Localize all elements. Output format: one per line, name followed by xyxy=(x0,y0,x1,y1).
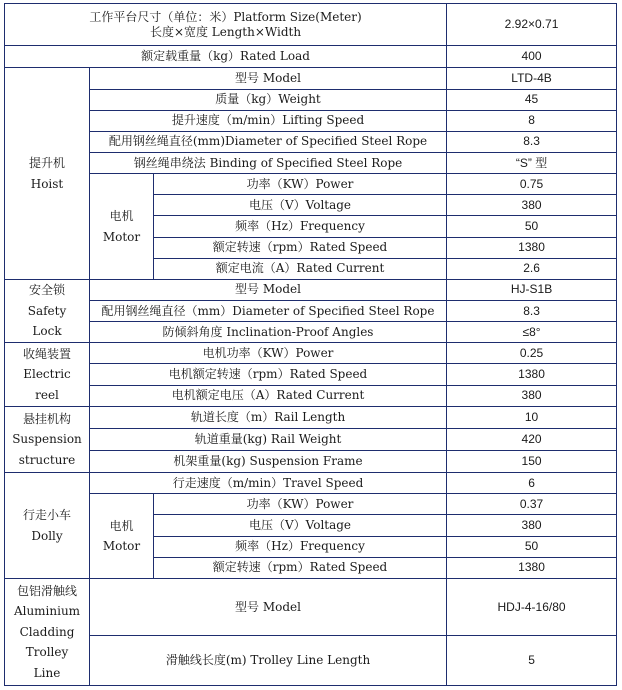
hoist-motor-frequency-label: 频率（Hz）Frequency xyxy=(154,216,447,237)
table-row xyxy=(5,301,617,322)
table-row xyxy=(5,578,617,635)
electric-reel-rated-current-label: 电机额定电压（A）Rated Current xyxy=(90,385,447,406)
dolly-travel-speed-label: 行走速度（m/min）Travel Speed xyxy=(90,473,447,494)
platform-size-label xyxy=(5,4,447,46)
hoist-rope-diameter-label: 配用钢丝绳直径(mm)Diameter of Specified Steel Rope xyxy=(90,131,447,152)
trolley-model-value: HDJ-4-16/80 xyxy=(447,578,617,635)
safety-lock-rope-diameter-label: 配用钢丝绳直径（mm）Diameter of Specified Steel Rope xyxy=(90,301,447,322)
hoist-group-label xyxy=(5,68,90,279)
hoist-lifting-speed-value: 8 xyxy=(447,110,617,131)
hoist-rope-binding-value: “S” 型 xyxy=(447,153,617,174)
dolly-motor-group-label xyxy=(90,494,154,579)
hoist-motor-rated-current-label: 额定电流（A）Rated Current xyxy=(154,258,447,279)
safety-lock-group-en-2: Lock xyxy=(32,324,62,339)
dolly-group-en: Dolly xyxy=(31,528,63,543)
hoist-motor-group-cn: 电机 xyxy=(109,209,134,223)
suspension-group-cn: 悬挂机构 xyxy=(22,411,71,426)
electric-reel-rated-speed-label: 电机额定转速（rpm）Rated Speed xyxy=(90,364,447,385)
spec-table xyxy=(4,3,617,686)
suspension-group-en-1: Suspension xyxy=(12,432,82,447)
suspension-rail-weight-value: 420 xyxy=(447,428,617,450)
safety-lock-group-label xyxy=(5,279,90,342)
dolly-motor-rated-speed-label: 额定转速（rpm）Rated Speed xyxy=(154,557,447,578)
hoist-motor-rated-current-value: 2.6 xyxy=(447,258,617,279)
trolley-group-en-3: Trolley xyxy=(25,645,69,660)
rated-load-label: 额定载重量（kg）Rated Load xyxy=(5,46,447,68)
platform-size-label-line1: 工作平台尺寸（单位：米）Platform Size(Meter) xyxy=(89,9,362,24)
dolly-motor-power-value: 0.37 xyxy=(447,494,617,515)
table-row xyxy=(5,406,617,428)
dolly-motor-frequency-label: 频率（Hz）Frequency xyxy=(154,536,447,557)
dolly-motor-group-cn: 电机 xyxy=(109,518,134,533)
table-row xyxy=(5,494,617,515)
table-row xyxy=(5,343,617,364)
electric-reel-rated-current-value: 380 xyxy=(447,385,617,406)
table-row xyxy=(5,636,617,686)
suspension-group-en-2: structure xyxy=(18,452,76,467)
table-row xyxy=(5,428,617,450)
safety-lock-group-cn: 安全锁 xyxy=(28,283,65,298)
trolley-group-en-1: Aluminium xyxy=(13,604,81,619)
electric-reel-group-cn: 收绳装置 xyxy=(22,346,71,361)
hoist-motor-power-value: 0.75 xyxy=(447,174,617,195)
hoist-motor-frequency-value: 50 xyxy=(447,216,617,237)
hoist-rope-binding-label: 钢丝绳串绕法 Binding of Specified Steel Rope xyxy=(90,153,447,174)
suspension-group-label xyxy=(5,406,90,472)
electric-reel-group-en-1: Electric xyxy=(23,367,71,382)
safety-lock-model-value: HJ-S1B xyxy=(447,279,617,300)
table-row xyxy=(5,4,617,46)
table-row xyxy=(5,174,617,195)
hoist-motor-voltage-value: 380 xyxy=(447,195,617,216)
dolly-motor-power-label: 功率（KW）Power xyxy=(154,494,447,515)
hoist-motor-power-label: 功率（KW）Power xyxy=(154,174,447,195)
hoist-weight-value: 45 xyxy=(447,89,617,110)
platform-size-value: 2.92×0.71 xyxy=(447,4,617,46)
suspension-frame-weight-label: 机架重量(kg) Suspension Frame xyxy=(90,451,447,473)
dolly-motor-group-en: Motor xyxy=(102,539,141,554)
table-row xyxy=(5,279,617,300)
trolley-group-en-4: Line xyxy=(33,665,61,680)
trolley-line-length-value: 5 xyxy=(447,636,617,686)
trolley-group-label xyxy=(5,578,90,685)
electric-reel-rated-speed-value: 1380 xyxy=(447,364,617,385)
dolly-group-cn: 行走小车 xyxy=(22,508,71,523)
electric-reel-group-label xyxy=(5,343,90,406)
safety-lock-group-en-1: Safety xyxy=(27,303,67,318)
suspension-rail-weight-label: 轨道重量(kg) Rail Weight xyxy=(90,428,447,450)
trolley-group-en-2: Cladding xyxy=(19,624,75,639)
hoist-weight-label: 质量（kg）Weight xyxy=(90,89,447,110)
hoist-motor-rated-speed-value: 1380 xyxy=(447,237,617,258)
table-row xyxy=(5,46,617,68)
electric-reel-power-value: 0.25 xyxy=(447,343,617,364)
table-row xyxy=(5,89,617,110)
dolly-motor-frequency-value: 50 xyxy=(447,536,617,557)
hoist-motor-group-en: Motor xyxy=(102,229,141,244)
suspension-rail-length-label: 轨道长度（m）Rail Length xyxy=(90,406,447,428)
safety-lock-rope-diameter-value: 8.3 xyxy=(447,301,617,322)
table-row xyxy=(5,473,617,494)
hoist-model-label: 型号 Model xyxy=(90,68,447,89)
table-row xyxy=(5,68,617,89)
table-row xyxy=(5,110,617,131)
hoist-motor-rated-speed-label: 额定转速（rpm）Rated Speed xyxy=(154,237,447,258)
hoist-lifting-speed-label: 提升速度（m/min）Lifting Speed xyxy=(90,110,447,131)
dolly-motor-voltage-label: 电压（V）Voltage xyxy=(154,515,447,536)
rated-load-value: 400 xyxy=(447,46,617,68)
hoist-model-value: LTD-4B xyxy=(447,68,617,89)
suspension-rail-length-value: 10 xyxy=(447,406,617,428)
table-row xyxy=(5,364,617,385)
safety-lock-angle-value: ≤8° xyxy=(447,322,617,343)
table-row xyxy=(5,131,617,152)
hoist-group-cn: 提升机 xyxy=(28,156,65,171)
platform-size-label-line2: 长度×宽度 Length×Width xyxy=(149,24,302,39)
table-row xyxy=(5,385,617,406)
dolly-motor-voltage-value: 380 xyxy=(447,515,617,536)
safety-lock-model-label: 型号 Model xyxy=(90,279,447,300)
table-row xyxy=(5,153,617,174)
hoist-rope-diameter-value: 8.3 xyxy=(447,131,617,152)
trolley-group-cn: 包铝滑触线 xyxy=(16,583,77,598)
trolley-line-length-label: 滑触线长度(m) Trolley Line Length xyxy=(90,636,447,686)
dolly-travel-speed-value: 6 xyxy=(447,473,617,494)
trolley-model-label: 型号 Model xyxy=(90,578,447,635)
hoist-motor-voltage-label: 电压（V）Voltage xyxy=(154,195,447,216)
hoist-motor-group-label xyxy=(90,174,154,280)
table-row xyxy=(5,322,617,343)
hoist-group-en: Hoist xyxy=(30,176,64,191)
safety-lock-angle-label: 防倾斜角度 Inclination-Proof Angles xyxy=(90,322,447,343)
dolly-group-label xyxy=(5,473,90,579)
electric-reel-group-en-2: reel xyxy=(35,387,59,402)
suspension-frame-weight-value: 150 xyxy=(447,451,617,473)
electric-reel-power-label: 电机功率（KW）Power xyxy=(90,343,447,364)
table-row xyxy=(5,451,617,473)
dolly-motor-rated-speed-value: 1380 xyxy=(447,557,617,578)
